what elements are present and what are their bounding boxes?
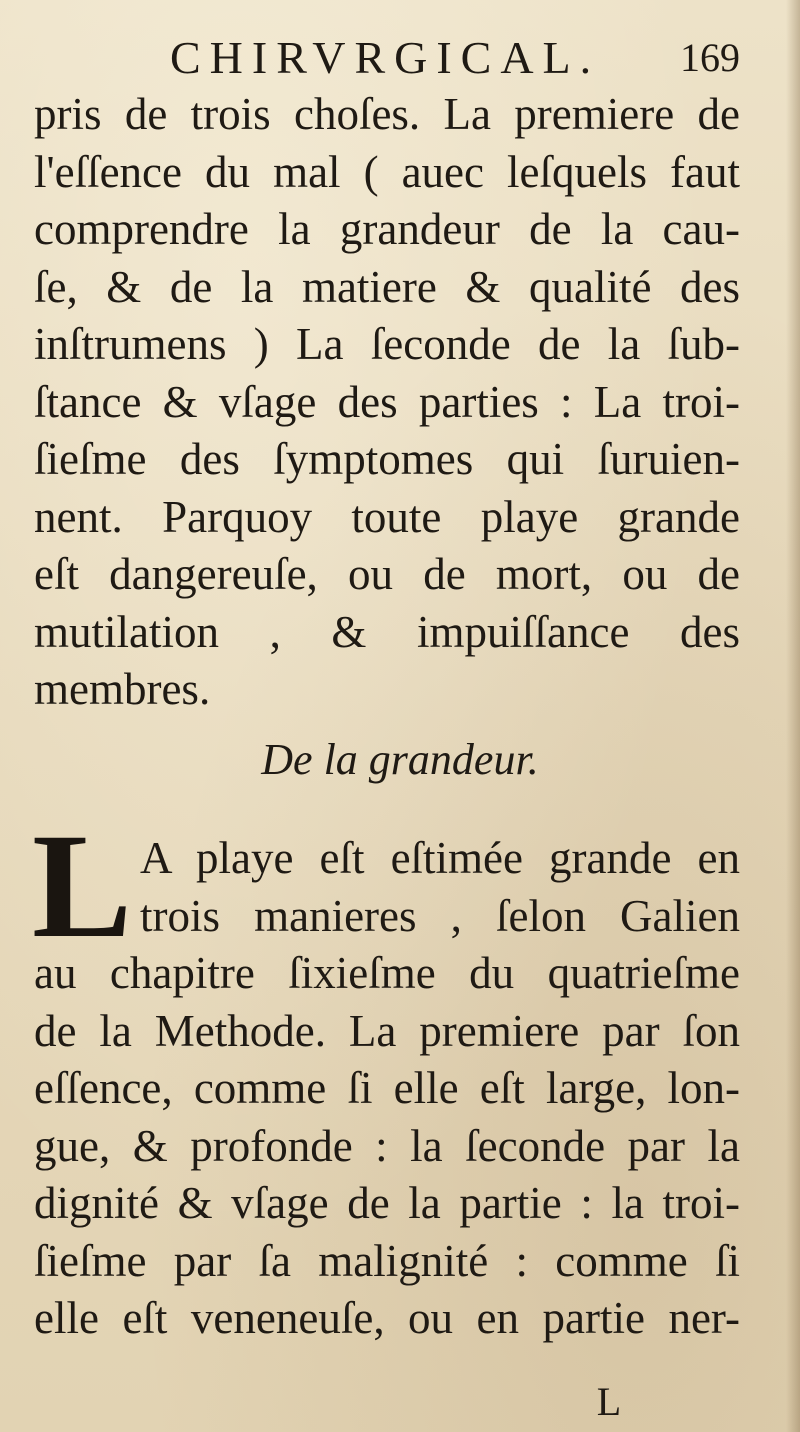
text-line: A playe eſt eſtimée grande en <box>140 833 740 883</box>
text-line: ſieſme par ſa malignité : comme ſi <box>34 1235 740 1286</box>
text-line: ſe, & de la matiere & qualité des <box>34 261 740 312</box>
text-line: comprendre la grandeur de la cau- <box>34 204 740 254</box>
text-line: au chapitre ſixieſme du quatrieſme <box>34 948 740 998</box>
text-line: de la Methode. La premiere par ſon <box>34 1005 740 1056</box>
text-line: pris de trois choſes. La premiere de <box>34 89 740 139</box>
drop-cap: L <box>32 803 133 969</box>
text-line: eſſence, comme ſi elle eſt large, lon- <box>34 1063 740 1113</box>
text-line: gue, & profonde : la ſeconde par la <box>34 1120 740 1171</box>
paragraph-2 <box>34 945 740 1348</box>
text-line: trois manieres , ſelon Galien <box>140 890 740 941</box>
running-title: CHIRVRGICAL. <box>170 32 601 83</box>
text-line: ſieſme des ſymptomes qui ſuruien- <box>34 434 740 484</box>
text-line: eſt dangereuſe, ou de mort, ou de <box>34 549 740 599</box>
page-number: 169 <box>680 35 740 80</box>
paragraph-2-indented <box>140 830 740 945</box>
text-line: membres. <box>34 664 211 714</box>
text-line: ſtance & vſage des parties : La troi- <box>34 376 740 427</box>
section-heading: De la grandeur. <box>261 735 539 784</box>
text-line: l'eſſence du mal ( auec leſquels faut <box>34 146 740 197</box>
text-line: inſtrumens ) La ſeconde de la ſub- <box>34 319 740 369</box>
text-line: elle eſt veneneuſe, ou en partie ner- <box>34 1293 740 1343</box>
paragraph-1 <box>34 86 740 719</box>
running-head <box>170 28 740 88</box>
text-line: mutilation , & impuiſſance des <box>34 606 740 657</box>
text-line: nent. Parquoy toute playe grande <box>34 491 740 542</box>
signature-mark: L <box>596 1379 622 1424</box>
text-line: dignité & vſage de la partie : la troi- <box>34 1178 740 1228</box>
